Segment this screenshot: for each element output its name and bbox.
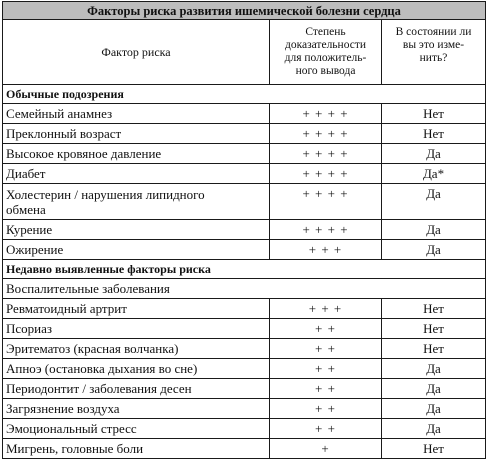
table-row [3, 104, 486, 124]
factor-cell: Мигрень, головные боли [3, 439, 270, 459]
evidence-cell: + + + [270, 240, 382, 260]
evidence-cell: + + [270, 419, 382, 439]
table-row [3, 164, 486, 184]
table-row [3, 319, 486, 339]
header-evidence [270, 20, 382, 85]
table-row [3, 359, 486, 379]
modifiable-cell: Да* [382, 164, 486, 184]
header-evidence-line: Степень [305, 26, 346, 38]
evidence-cell: + + + [270, 299, 382, 319]
modifiable-cell: Да [382, 359, 486, 379]
modifiable-cell: Нет [382, 339, 486, 359]
subsection-title: Воспалительные заболевания [3, 279, 486, 299]
section-row [3, 85, 486, 104]
header-modifiable-line: В состоянии ли [395, 26, 472, 38]
table-title-row [3, 2, 486, 20]
evidence-cell: + + [270, 319, 382, 339]
evidence-cell: + + + + [270, 220, 382, 240]
factor-cell: Загрязнение воздуха [3, 399, 270, 419]
factor-cell: Периодонтит / заболевания десен [3, 379, 270, 399]
evidence-cell: + + + + [270, 144, 382, 164]
factor-cell: Преклонный возраст [3, 124, 270, 144]
factor-cell: Высокое кровяное давление [3, 144, 270, 164]
modifiable-cell: Да [382, 379, 486, 399]
modifiable-cell: Да [382, 240, 486, 260]
section-row [3, 260, 486, 279]
modifiable-cell: Да [382, 419, 486, 439]
table-row [3, 144, 486, 164]
table-row [3, 184, 486, 220]
factor-cell: Ревматоидный артрит [3, 299, 270, 319]
evidence-cell: + + [270, 379, 382, 399]
table-row [3, 124, 486, 144]
evidence-cell: + + + + [270, 124, 382, 144]
modifiable-cell: Да [382, 399, 486, 419]
factor-cell: Апноэ (остановка дыхания во сне) [3, 359, 270, 379]
factor-cell: Семейный анамнез [3, 104, 270, 124]
evidence-cell: + + + + [270, 164, 382, 184]
factor-cell: Ожирение [3, 240, 270, 260]
factor-cell: Эритематоз (красная волчанка) [3, 339, 270, 359]
table-row [3, 399, 486, 419]
header-evidence-line: ного вывода [295, 65, 356, 77]
evidence-cell: + + [270, 359, 382, 379]
modifiable-cell: Да [382, 184, 486, 220]
evidence-cell: + + [270, 339, 382, 359]
table-row [3, 379, 486, 399]
subsection-row [3, 279, 486, 299]
risk-factors-table [2, 1, 486, 459]
factor-cell: Курение [3, 220, 270, 240]
modifiable-cell: Да [382, 144, 486, 164]
evidence-cell: + [270, 439, 382, 459]
header-modifiable-line: вы это изме- [402, 39, 465, 51]
table-title: Факторы риска развития ишемической болезни сердца [3, 2, 486, 20]
evidence-cell: + + + + [270, 184, 382, 220]
factor-cell: Псориаз [3, 319, 270, 339]
modifiable-cell: Нет [382, 104, 486, 124]
table-row [3, 419, 486, 439]
modifiable-cell: Нет [382, 319, 486, 339]
factor-cell: Диабет [3, 164, 270, 184]
header-factor: Фактор риска [3, 20, 270, 85]
table-row [3, 439, 486, 459]
table-row [3, 339, 486, 359]
factor-cell: Эмоциональный стресс [3, 419, 270, 439]
table-row [3, 299, 486, 319]
modifiable-cell: Нет [382, 299, 486, 319]
section-title: Недавно выявленные факторы риска [3, 260, 486, 279]
table-row [3, 220, 486, 240]
header-evidence-line: для положитель- [284, 52, 367, 64]
modifiable-cell: Да [382, 220, 486, 240]
factor-line: обмена [6, 201, 46, 217]
section-title: Обычные подозрения [3, 85, 486, 104]
factor-line: Холестерин / нарушения липидного [6, 186, 205, 202]
table-header-row [3, 20, 486, 85]
evidence-cell: + + [270, 399, 382, 419]
modifiable-cell: Нет [382, 124, 486, 144]
header-evidence-line: доказательности [284, 39, 367, 51]
header-modifiable [382, 20, 486, 85]
header-modifiable-line: нить? [419, 52, 448, 64]
factor-cell [3, 184, 270, 220]
modifiable-cell: Нет [382, 439, 486, 459]
table-row [3, 240, 486, 260]
evidence-cell: + + + + [270, 104, 382, 124]
